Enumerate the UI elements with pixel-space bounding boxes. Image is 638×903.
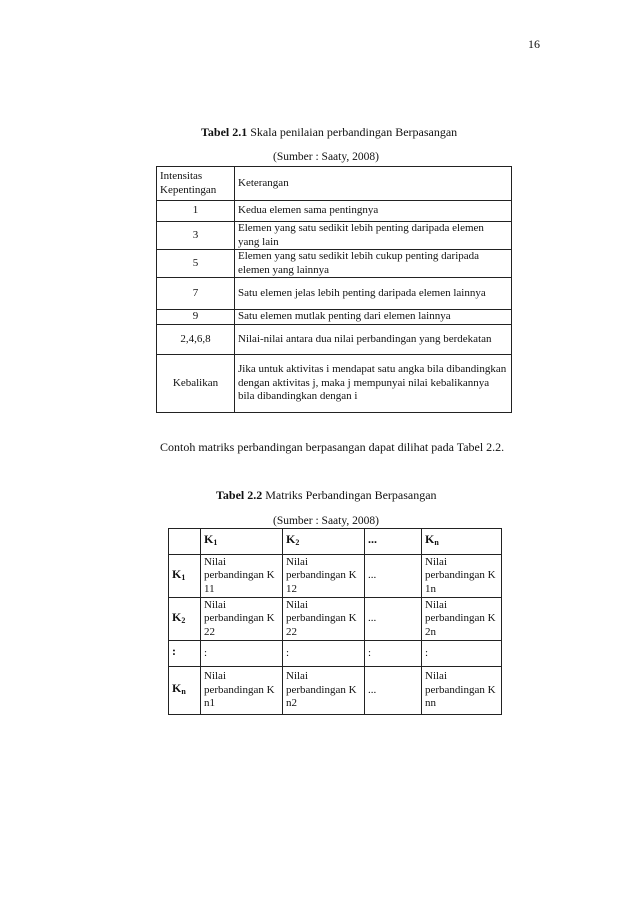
table2-cell: Nilai perbandingan K 11 — [201, 555, 283, 598]
table2-row-header: $K_n$ — [169, 667, 201, 715]
table1-description: Elemen yang satu sedikit lebih cukup penting daripada elemen yang lainnya — [235, 250, 512, 278]
table2-cell: ... — [365, 555, 422, 598]
table2-cell: Nilai perbandingan K 1n — [422, 555, 502, 598]
table-row — [169, 641, 502, 667]
table1-description: Elemen yang satu sedikit lebih penting daripada elemen yang lain — [235, 222, 512, 250]
table2-cell: Nilai perbandingan K nn — [422, 667, 502, 715]
table2-cell: Nilai perbandingan K 2n — [422, 598, 502, 641]
table2-cell: ... — [365, 598, 422, 641]
table1-source: (Sumber : Saaty, 2008) — [273, 151, 379, 163]
table1-description: Jika untuk aktivitas i mendapat satu angka bila dibandingkan dengan aktivitas j, maka j mempunyai nilai kebalikannya bila dibandingkan dengan i — [235, 355, 512, 413]
table-row — [169, 667, 502, 715]
table1-intensity: 9 — [157, 310, 235, 325]
table-row — [157, 201, 512, 222]
table1-intensity: 3 — [157, 222, 235, 250]
table2-cell: Nilai perbandingan K 22 — [283, 598, 365, 641]
table2-col-header: $K_1$ — [201, 529, 283, 555]
body-paragraph: Contoh matriks perbandingan berpasangan dapat dilihat pada Tabel 2.2. — [160, 440, 505, 454]
table2-cell: ... — [365, 667, 422, 715]
table2-cell: : — [201, 641, 283, 667]
table1-intensity: 2,4,6,8 — [157, 325, 235, 355]
table2-row-header: $K_2$ — [169, 598, 201, 641]
table2-row-header: $K_1$ — [169, 555, 201, 598]
table-row — [157, 250, 512, 278]
table1-header-description: Keterangan — [235, 167, 512, 201]
table2-cell: Nilai perbandingan K 12 — [283, 555, 365, 598]
table-row — [157, 325, 512, 355]
table2-row-header: : — [169, 641, 201, 667]
table2-cell: : — [422, 641, 502, 667]
table2-cell: Nilai perbandingan K n1 — [201, 667, 283, 715]
table2-header-row — [169, 529, 502, 555]
table2-cell: : — [365, 641, 422, 667]
table2-cell: : — [283, 641, 365, 667]
table1-description: Nilai-nilai antara dua nilai perbandingan yang berdekatan — [235, 325, 512, 355]
page-number: 16 — [528, 37, 540, 51]
table1-intensity: 5 — [157, 250, 235, 278]
table2-col-header: $K_n$ — [422, 529, 502, 555]
table-row — [169, 598, 502, 641]
table1-description: Satu elemen jelas lebih penting daripada elemen lainnya — [235, 278, 512, 310]
table1-description: Satu elemen mutlak penting dari elemen lainnya — [235, 310, 512, 325]
table1-header-row — [157, 167, 512, 201]
table2-caption-text: Matriks Perbandingan Berpasangan — [262, 488, 437, 502]
table2-col-header: ... — [365, 529, 422, 555]
table-row — [169, 555, 502, 598]
table1-caption — [201, 125, 457, 140]
table-row — [157, 278, 512, 310]
table1 — [156, 166, 512, 413]
table2-corner-cell — [169, 529, 201, 555]
table2-caption — [216, 488, 437, 503]
table2-source: (Sumber : Saaty, 2008) — [273, 515, 379, 527]
table2-col-header: $K_2$ — [283, 529, 365, 555]
table2 — [168, 528, 502, 715]
table2-caption-label: Tabel 2.2 — [216, 488, 263, 502]
table1-intensity: 7 — [157, 278, 235, 310]
table1-caption-text: Skala penilaian perbandingan Berpasangan — [247, 125, 458, 139]
table2-cell: Nilai perbandingan K 22 — [201, 598, 283, 641]
table1-description: Kedua elemen sama pentingnya — [235, 201, 512, 222]
table-row — [157, 222, 512, 250]
table1-intensity: Kebalikan — [157, 355, 235, 413]
table-row — [157, 355, 512, 413]
table1-header-intensity: Intensitas Kepentingan — [157, 167, 235, 201]
table1-intensity: 1 — [157, 201, 235, 222]
table1-caption-label: Tabel 2.1 — [201, 125, 248, 139]
table-row — [157, 310, 512, 325]
table2-cell: Nilai perbandingan K n2 — [283, 667, 365, 715]
